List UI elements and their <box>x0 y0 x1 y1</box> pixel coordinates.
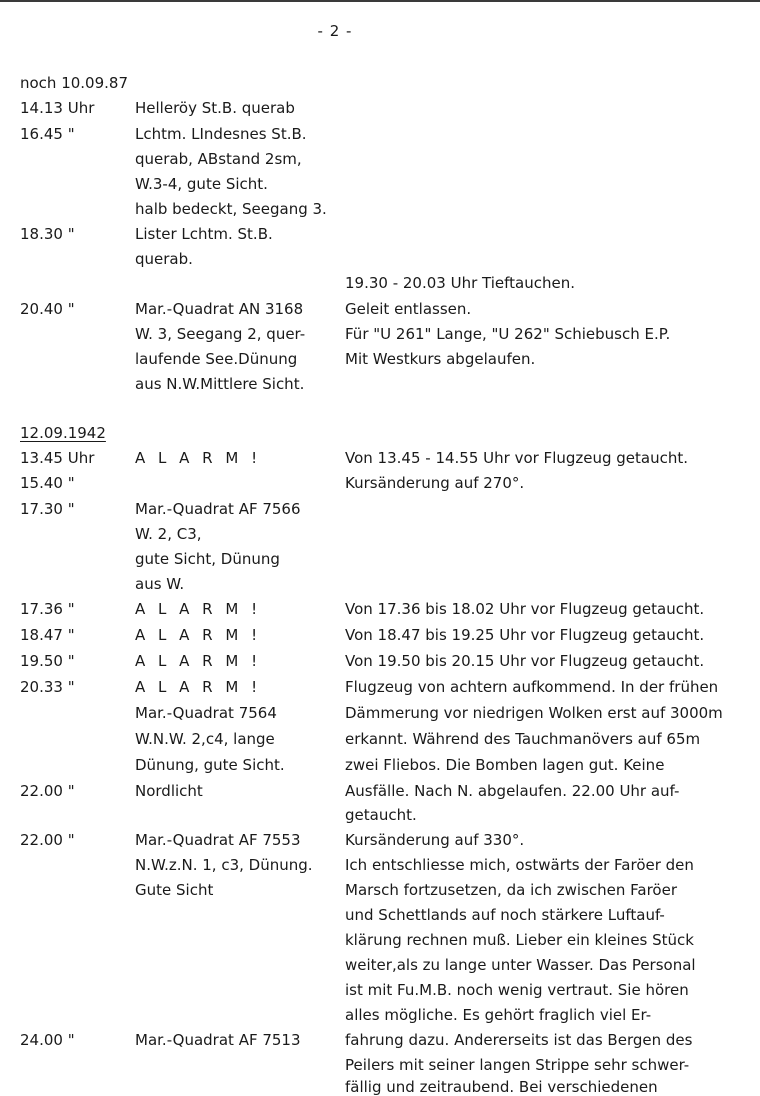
alarm-text: A L A R M ! <box>135 600 262 618</box>
entry-remark: Mit Westkurs abgelaufen. <box>345 350 536 368</box>
entry-time: 13.45 Uhr <box>20 449 95 467</box>
entry-text: halb bedeckt, Seegang 3. <box>135 200 327 218</box>
entry-text: Mar.-Quadrat AF 7553 <box>135 831 301 849</box>
entry-text: gute Sicht, Dünung <box>135 550 280 568</box>
entry-text: Mar.-Quadrat AF 7566 <box>135 500 301 518</box>
entry-remark: fahrung dazu. Andererseits ist das Bergen des <box>345 1031 693 1049</box>
entry-remark: Kursänderung auf 270°. <box>345 474 525 492</box>
entry-remark: und Schettlands auf noch stärkere Luftauf- <box>345 906 665 924</box>
entry-time: 20.33 " <box>20 678 75 696</box>
entry-text: aus W. <box>135 575 185 593</box>
entry-time: 22.00 " <box>20 782 75 800</box>
entry-remark: ist mit Fu.M.B. noch wenig vertraut. Sie hören <box>345 981 689 999</box>
entry-time: 22.00 " <box>20 831 75 849</box>
entry-remark: Von 13.45 - 14.55 Uhr vor Flugzeug getaucht. <box>345 449 689 467</box>
entry-text: Mar.-Quadrat AN 3168 <box>135 300 304 318</box>
section-date: 12.09.1942 <box>20 424 106 442</box>
entry-text: Mar.-Quadrat 7564 <box>135 704 277 722</box>
entry-time: 17.30 " <box>20 500 75 518</box>
entry-text: Lister Lchtm. St.B. <box>135 225 273 243</box>
entry-text: querab, ABstand 2sm, <box>135 150 302 168</box>
entry-time: 14.13 Uhr <box>20 99 95 117</box>
entry-remark: alles mögliche. Es gehört fraglich viel Er- <box>345 1006 652 1024</box>
alarm-text: A L A R M ! <box>135 678 262 696</box>
entry-text: Dünung, gute Sicht. <box>135 756 285 774</box>
entry-remark: Peilers mit seiner langen Strippe sehr schwer- <box>345 1056 690 1074</box>
entry-remark: weiter,als zu lange unter Wasser. Das Personal <box>345 956 696 974</box>
entry-time: 19.50 " <box>20 652 75 670</box>
entry-time: 15.40 " <box>20 474 75 492</box>
entry-remark: Marsch fortzusetzen, da ich zwischen Faröer <box>345 881 677 899</box>
entry-text: W. 2, C3, <box>135 525 202 543</box>
entry-remark: Flugzeug von achtern aufkommend. In der frühen <box>345 678 719 696</box>
entry-text: querab. <box>135 250 193 268</box>
entry-remark: Von 17.36 bis 18.02 Uhr vor Flugzeug getaucht. <box>345 600 705 618</box>
entry-remark: Für "U 261" Lange, "U 262" Schiebusch E.P. <box>345 325 671 343</box>
entry-text: W.3-4, gute Sicht. <box>135 175 268 193</box>
entry-remark: Ausfälle. Nach N. abgelaufen. 22.00 Uhr auf- <box>345 782 680 800</box>
entry-text: Helleröy St.B. querab <box>135 99 295 117</box>
entry-time: 17.36 " <box>20 600 75 618</box>
entry-text: laufende See.Dünung <box>135 350 298 368</box>
entry-text: Nordlicht <box>135 782 203 800</box>
entry-remark: Dämmerung vor niedrigen Wolken erst auf 3000m <box>345 704 723 722</box>
entry-remark: zwei Fliebos. Die Bomben lagen gut. Keine <box>345 756 665 774</box>
entry-remark: Ich entschliesse mich, ostwärts der Faröer den <box>345 856 694 874</box>
entry-remark: Kursänderung auf 330°. <box>345 831 525 849</box>
entry-remark: getaucht. <box>345 806 417 824</box>
entry-text: Gute Sicht <box>135 881 214 899</box>
page-number: - 2 - <box>317 22 353 40</box>
header-date: noch 10.09.87 <box>20 74 129 92</box>
alarm-text: A L A R M ! <box>135 626 262 644</box>
entry-text: Mar.-Quadrat AF 7513 <box>135 1031 301 1049</box>
entry-time: 16.45 " <box>20 125 75 143</box>
entry-time: 18.30 " <box>20 225 75 243</box>
entry-text: W. 3, Seegang 2, quer- <box>135 325 306 343</box>
entry-remark: erkannt. Während des Tauchmanövers auf 65m <box>345 730 701 748</box>
entry-remark: klärung rechnen muß. Lieber ein kleines Stück <box>345 931 694 949</box>
entry-text: W.N.W. 2,c4, lange <box>135 730 275 748</box>
entry-remark: Geleit entlassen. <box>345 300 472 318</box>
entry-remark: fällig und zeitraubend. Bei verschiedenen <box>345 1078 658 1096</box>
alarm-text: A L A R M ! <box>135 449 262 467</box>
entry-text: N.W.z.N. 1, c3, Dünung. <box>135 856 313 874</box>
entry-remark: 19.30 - 20.03 Uhr Tieftauchen. <box>345 274 575 292</box>
entry-time: 18.47 " <box>20 626 75 644</box>
top-edge-line <box>0 0 760 2</box>
entry-text: aus N.W.Mittlere Sicht. <box>135 375 305 393</box>
entry-remark: Von 18.47 bis 19.25 Uhr vor Flugzeug getaucht. <box>345 626 705 644</box>
entry-time: 20.40 " <box>20 300 75 318</box>
entry-time: 24.00 " <box>20 1031 75 1049</box>
entry-text: Lchtm. LIndesnes St.B. <box>135 125 307 143</box>
entry-remark: Von 19.50 bis 20.15 Uhr vor Flugzeug getaucht. <box>345 652 705 670</box>
alarm-text: A L A R M ! <box>135 652 262 670</box>
